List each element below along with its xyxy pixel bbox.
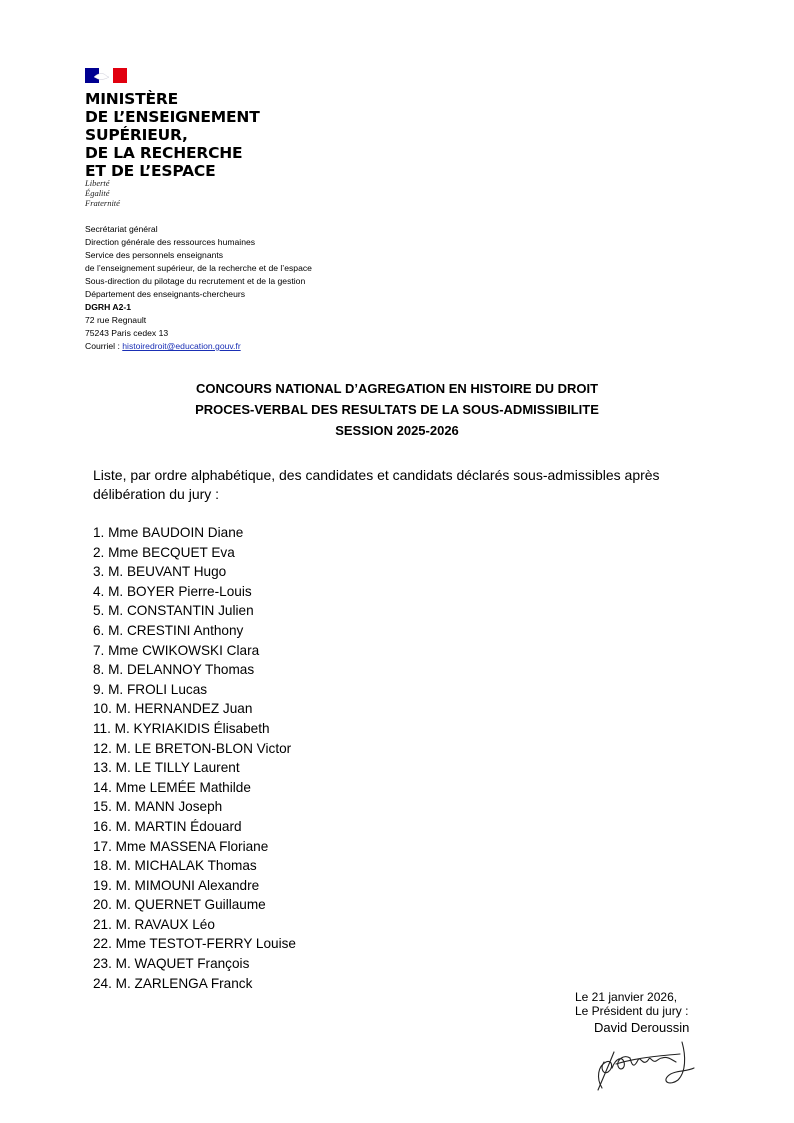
title-contest: CONCOURS NATIONAL D’AGREGATION EN HISTOIRE DU DROIT xyxy=(195,381,599,396)
candidate-item: 1. Mme BAUDOIN Diane xyxy=(93,525,244,540)
city-address: 75243 Paris cedex 13 xyxy=(85,328,169,338)
candidate-item: 11. M. KYRIAKIDIS Élisabeth xyxy=(93,720,270,736)
candidate-item: 23. M. WAQUET François xyxy=(93,956,250,972)
motto-line: Liberté xyxy=(85,178,110,188)
email-label: Courriel : xyxy=(85,341,123,351)
title-session: SESSION 2025-2026 xyxy=(335,423,459,438)
street-address: 72 rue Regnault xyxy=(85,315,147,325)
candidate-item: 5. M. CONSTANTIN Julien xyxy=(93,603,254,619)
ministry-line: MINISTÈRE xyxy=(85,90,178,108)
ministry-name xyxy=(85,90,260,180)
candidate-item: 10. M. HERNANDEZ Juan xyxy=(93,701,253,717)
republique-flag-logo xyxy=(85,68,127,83)
signature-date: Le 21 janvier 2026, xyxy=(575,990,678,1004)
candidate-item: 13. M. LE TILLY Laurent xyxy=(93,760,240,776)
candidate-item: 14. Mme LEMÉE Mathilde xyxy=(93,779,251,795)
candidate-item: 15. M. MANN Joseph xyxy=(93,799,223,815)
candidate-item: 19. M. MIMOUNI Alexandre xyxy=(93,877,260,893)
candidate-list xyxy=(93,523,296,993)
candidate-item: 22. Mme TESTOT-FERRY Louise xyxy=(93,936,296,952)
ministry-line: DE LA RECHERCHE xyxy=(85,144,243,162)
office-code: DGRH A2-1 xyxy=(85,302,131,312)
ministry-line: SUPÉRIEUR, xyxy=(85,126,188,144)
candidate-item: 21. M. RAVAUX Léo xyxy=(93,916,215,932)
motto-line: Fraternité xyxy=(85,198,120,208)
ministry-line: ET DE L’ESPACE xyxy=(85,162,216,180)
signature-role: Le Président du jury : xyxy=(575,1004,689,1018)
sender-address-block xyxy=(85,223,312,353)
candidate-item: 16. M. MARTIN Édouard xyxy=(93,818,242,834)
candidate-item: 6. M. CRESTINI Anthony xyxy=(93,622,244,638)
title-report: PROCES-VERBAL DES RESULTATS DE LA SOUS-ADMISSIBILITE xyxy=(195,402,599,417)
intro-paragraph: Liste, par ordre alphabétique, des candidates et candidats déclarés sous-admissibles après délibération du jury : xyxy=(93,467,660,502)
address-line: Service des personnels enseignants xyxy=(85,250,224,260)
candidate-item: 7. Mme CWIKOWSKI Clara xyxy=(93,642,260,658)
email-link[interactable]: histoiredroit@education.gouv.fr xyxy=(122,341,241,351)
candidate-item: 8. M. DELANNOY Thomas xyxy=(93,662,255,678)
address-line: de l’enseignement supérieur, de la recherche et de l’espace xyxy=(85,263,312,273)
handwritten-signature xyxy=(586,1028,706,1094)
address-line: Secrétariat général xyxy=(85,224,158,234)
ministry-line: DE L’ENSEIGNEMENT xyxy=(85,108,260,126)
candidate-item: 9. M. FROLI Lucas xyxy=(93,681,208,697)
candidate-item: 12. M. LE BRETON-BLON Victor xyxy=(93,740,292,756)
address-line: Département des enseignants-chercheurs xyxy=(85,289,246,299)
address-line: Direction générale des ressources humaines xyxy=(85,237,256,247)
candidate-item: 18. M. MICHALAK Thomas xyxy=(93,858,257,874)
email-line xyxy=(85,340,312,353)
republic-motto xyxy=(85,178,120,208)
candidate-item: 17. Mme MASSENA Floriane xyxy=(93,838,269,854)
candidate-item: 3. M. BEUVANT Hugo xyxy=(93,564,227,580)
candidate-item: 4. M. BOYER Pierre-Louis xyxy=(93,583,252,599)
candidate-item: 2. Mme BECQUET Eva xyxy=(93,544,235,560)
motto-line: Égalité xyxy=(85,188,110,198)
signatory-name: David Deroussin xyxy=(594,1020,690,1035)
address-line: Sous-direction du pilotage du recrutement et de la gestion xyxy=(85,276,306,286)
candidate-item: 20. M. QUERNET Guillaume xyxy=(93,897,266,913)
document-title xyxy=(0,378,794,441)
candidate-item: 24. M. ZARLENGA Franck xyxy=(93,975,253,991)
